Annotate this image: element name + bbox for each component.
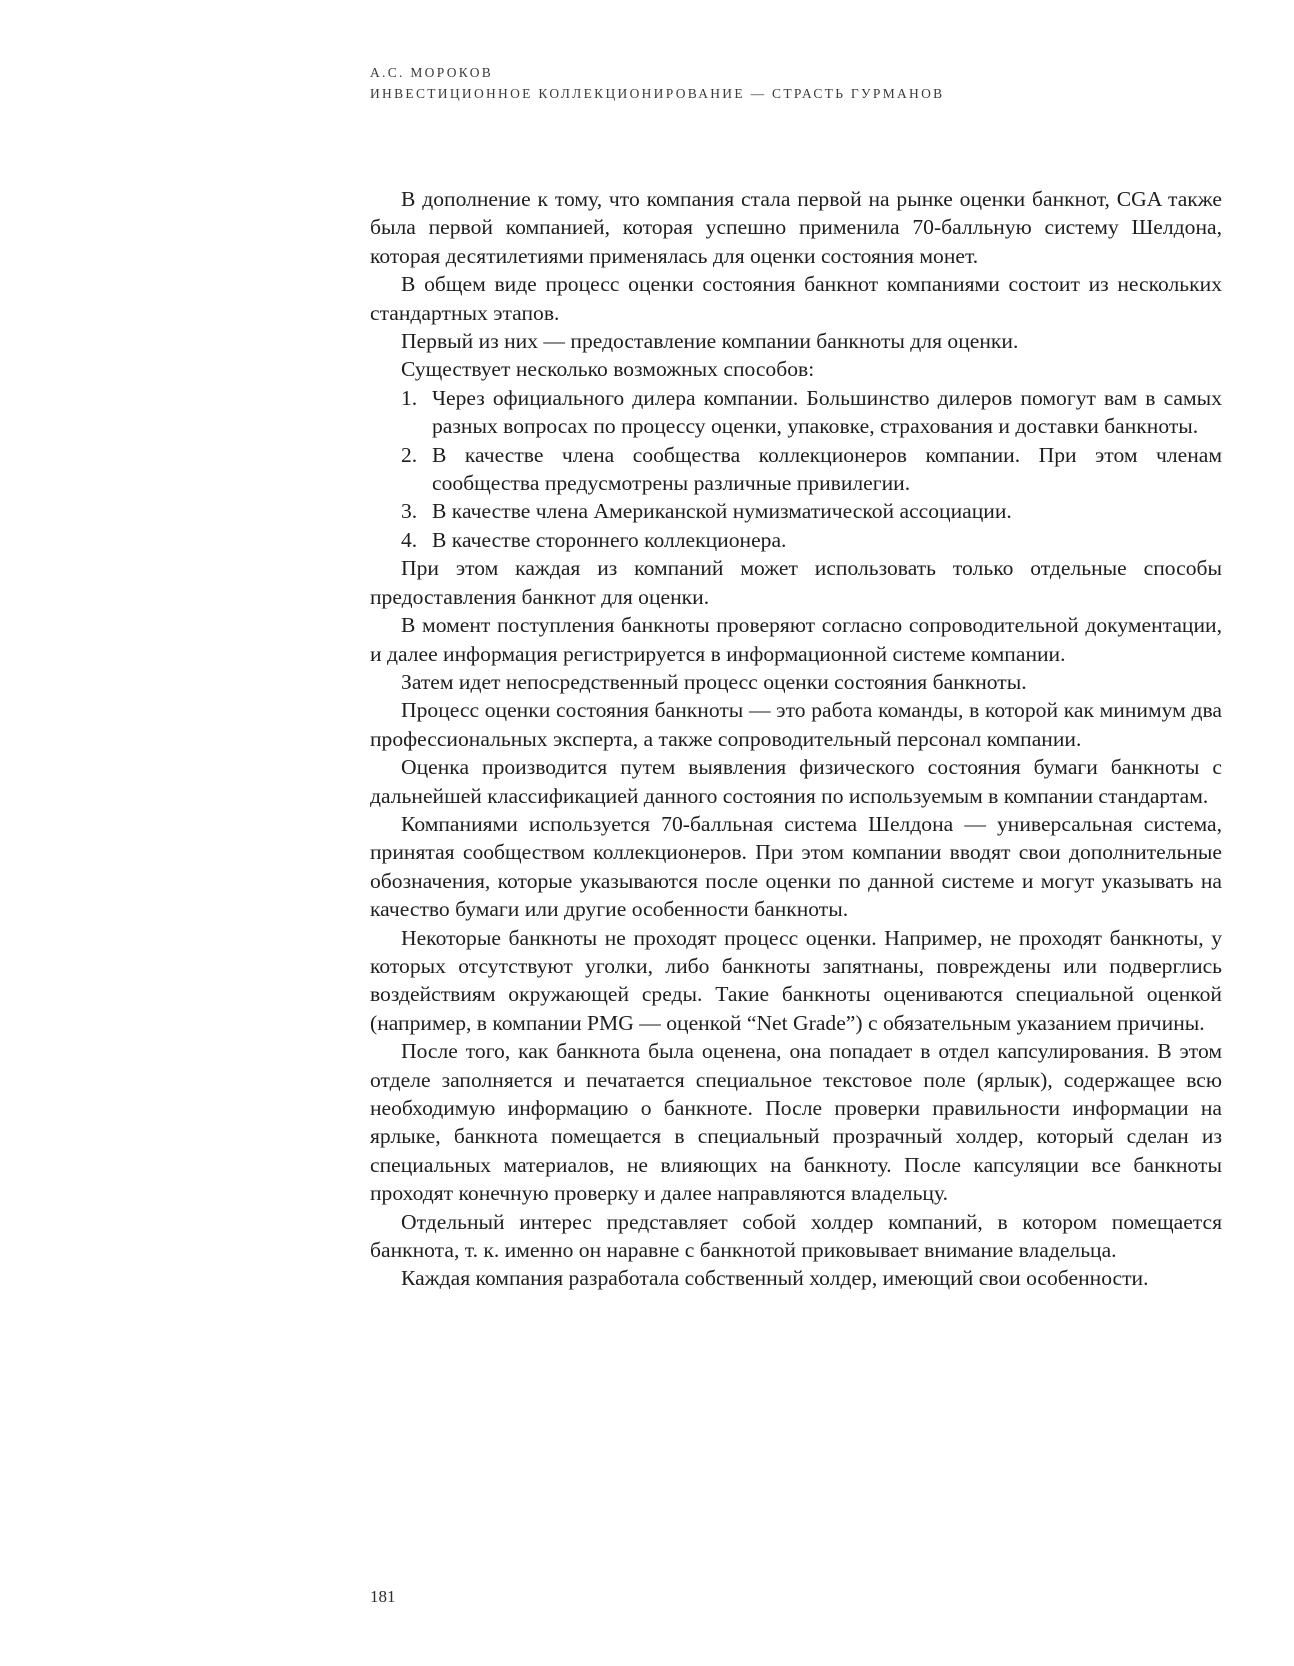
paragraph: Процесс оценки состояния банкноты — это работа команды, в которой как минимум два профессиональных эксперта, а также сопроводительный персонал компании. <box>370 698 1222 751</box>
body-text <box>370 185 1222 1293</box>
paragraph: Первый из них — предоставление компании банкноты для оценки. <box>401 329 1019 354</box>
paragraph: После того, как банкнота была оценена, она попадает в отдел капсулирования. В этом отделе заполняется и печатается специальное текстовое поле (ярлык), содержащее всю необходимую информацию о банкноте. После проверки правильности информации на ярлыке, банкнота помещается в специальный прозрачный холдер, который сделан из специальных материалов, не влияющих на банкноту. После капсуляции все банкноты проходят конечную проверку и далее направляются владельцу. <box>370 1039 1222 1206</box>
list-number: 1. <box>401 385 418 410</box>
paragraph: Компаниями используется 70-балльная система Шелдона — универсальная система, принятая сообществом коллекционеров. При этом компании вводят свои дополнительные обозначения, которые указываются после оценки по данной системе и могут указывать на качество бумаги или другие особенности банкноты. <box>370 811 1222 922</box>
list-item <box>370 441 1222 498</box>
paragraph: Оценка производится путем выявления физического состояния бумаги банкноты с дальнейшей классификацией данного состояния по используемым в компании стандартам. <box>370 755 1222 808</box>
paragraph: Существует несколько возможных способов: <box>401 357 815 382</box>
paragraph: При этом каждая из компаний может использовать только отдельные способы предоставления банкнот для оценки. <box>370 556 1222 609</box>
page-number: 181 <box>370 1587 396 1606</box>
paragraph: В общем виде процесс оценки состояния банкнот компаниями состоит из нескольких стандартных этапов. <box>370 272 1222 325</box>
header-title: ИНВЕСТИЦИОННОЕ КОЛЛЕКЦИОНИРОВАНИЕ — СТРАСТЬ ГУРМАНОВ <box>370 86 945 101</box>
header-author: А.С. МОРОКОВ <box>370 65 494 80</box>
paragraph: Затем идет непосредственный процесс оценки состояния банкноты. <box>401 669 1027 694</box>
list-number: 4. <box>401 527 418 552</box>
list-number: 2. <box>401 442 418 467</box>
paragraph: Каждая компания разработала собственный холдер, имеющий свои особенности. <box>401 1266 1149 1291</box>
list-number: 3. <box>401 499 418 524</box>
paragraph: Отдельный интерес представляет собой холдер компаний, в котором помещается банкнота, т. к. именно он наравне с банкнотой приковывает внимание владельца. <box>370 1209 1222 1263</box>
paragraph: В дополнение к тому, что компания стала первой на рынке оценки банкнот, CGA также была первой компанией, которая успешно применила 70-балльную систему Шелдона, которая десятилетиями применялась для оценки состояния монет. <box>370 187 1222 268</box>
list-item <box>370 497 1222 525</box>
list-item <box>370 526 1222 554</box>
paragraph: Некоторые банкноты не проходят процесс оценки. Например, не проходят банкноты, у которых отсутствуют уголки, либо банкноты запятнаны, повреждены или подверглись воздействиям окружающей среды. Такие банкноты оцениваются специальной оценкой (например, в компании PMG — оценкой “Net Grade”) с обязательным указанием причины. <box>370 925 1222 1035</box>
methods-list <box>370 384 1222 554</box>
list-text: Через официального дилера компании. Большинство дилеров помогут вам в самых разных вопросах по процессу оценки, упаковке, страхования и доставки банкноты. <box>432 385 1222 439</box>
paragraph: В момент поступления банкноты проверяют согласно сопроводительной документации, и далее информация регистрируется в информационной системе компании. <box>370 613 1222 666</box>
running-head <box>370 62 1170 104</box>
list-item <box>370 384 1222 441</box>
list-text: В качестве стороннего коллекционера. <box>432 527 787 552</box>
list-text: В качестве члена Американской нумизматической ассоциации. <box>432 499 1012 524</box>
list-text: В качестве члена сообщества коллекционеров компании. При этом членам сообщества предусмотрены различные привилегии. <box>432 442 1222 496</box>
